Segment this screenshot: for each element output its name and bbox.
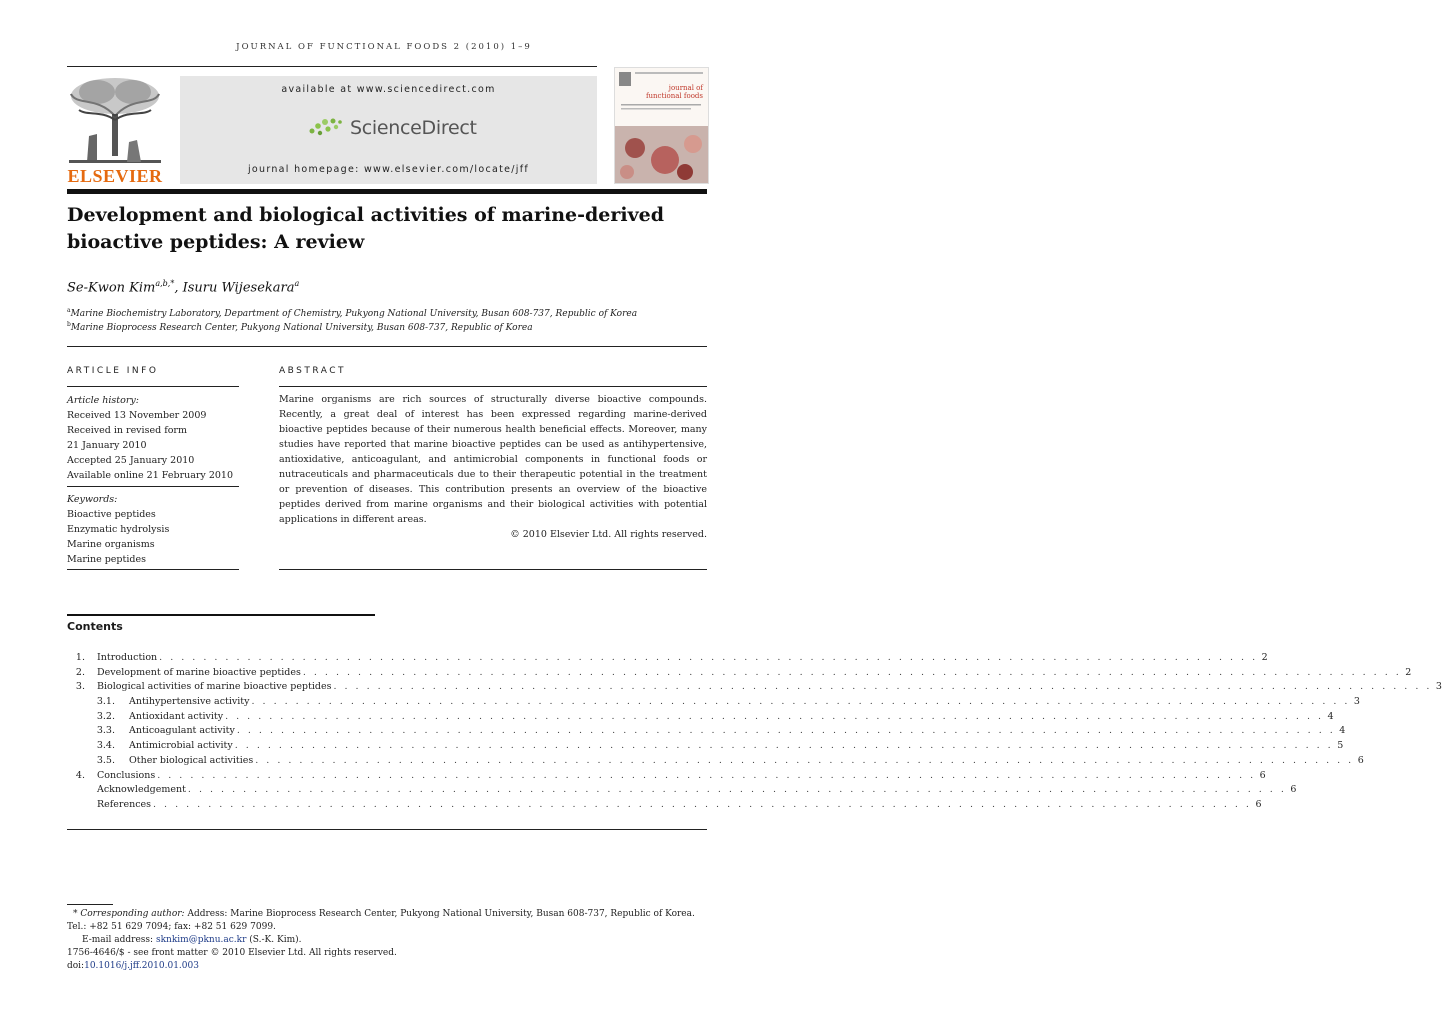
keyword: Bioactive peptides (67, 509, 156, 520)
journal-homepage-link[interactable]: journal homepage: www.elsevier.com/locate/jff (247, 164, 530, 175)
contact-phone: Tel.: +82 51 629 7094; fax: +82 51 629 7099. (67, 922, 276, 932)
affiliation-text: Marine Biochemistry Laboratory, Department of Chemistry, Pukyong National University, Busan 608-737, Republic of Korea (70, 309, 638, 319)
toc-number: 1. (75, 652, 85, 663)
article-history (67, 393, 239, 483)
footnote-rule (67, 904, 113, 905)
toc-label: Other biological activities (129, 754, 254, 766)
toc-page: 6 (1259, 769, 1266, 781)
toc-label: Biological activities of marine bioactive peptides (97, 681, 332, 693)
history-entry: 21 January 2010 (67, 440, 147, 451)
doi-prefix: doi: (67, 961, 85, 971)
abstract-copyright: © 2010 Elsevier Ltd. All rights reserved. (510, 529, 707, 540)
affiliation-b (67, 321, 533, 333)
toc-number: 3. (75, 681, 85, 693)
toc-page: 2 (1261, 652, 1268, 663)
keywords (67, 492, 239, 567)
abstract-heading: ABSTRACT (279, 366, 347, 376)
toc-number: 3.1. (96, 696, 115, 708)
elsevier-wordmark: ELSEVIER (67, 166, 163, 186)
sciencedirect-logo[interactable] (308, 114, 477, 142)
toc-entry-antihypertensive[interactable] (67, 695, 1360, 710)
divider (67, 386, 239, 387)
history-entry: Accepted 25 January 2010 (67, 455, 195, 466)
affiliation-marker: b (67, 321, 71, 328)
article-info-heading: ARTICLE INFO (67, 366, 159, 376)
toc-leader: . . . . . . . . . . . . . . . . . . . . . . . . . . . . . . . . . . . . . . . . . . . . . . . . . . . . . . . . . . . . . . . . . . . . . . . . . . . . . . . . . . . . . . . . . . . . . . . . . . . . (157, 769, 1256, 781)
toc-label: Anticoagulant activity (129, 725, 235, 737)
toc-label: Acknowledgement (97, 784, 186, 796)
toc-page: 4 (1339, 725, 1346, 737)
toc-entry-other-activities[interactable] (67, 754, 1364, 769)
toc-number: 4. (75, 769, 85, 781)
toc-number: 2. (75, 666, 85, 678)
affiliation-marker: a (67, 307, 71, 314)
toc-page: 2 (1405, 666, 1412, 678)
toc-leader: . . . . . . . . . . . . . . . . . . . . . . . . . . . . . . . . . . . . . . . . . . . . . . . . . . . . . . . . . . . . . . . . . . . . . . . . . . . . . . . . . . . . . . . . . . . . . . . . . . . . (225, 710, 1324, 722)
toc-label: Introduction (97, 652, 158, 663)
author-name[interactable]: Se-Kwon Kim (67, 280, 156, 296)
toc-entry-antioxidant[interactable] (67, 710, 1334, 725)
keyword: Enzymatic hydrolysis (67, 524, 170, 535)
affiliation-a (67, 307, 637, 319)
contents-rule (67, 614, 375, 616)
toc-leader: . . . . . . . . . . . . . . . . . . . . . . . . . . . . . . . . . . . . . . . . . . . . . . . . . . . . . . . . . . . . . . . . . . . . . . . . . . . . . . . . . . . . . . . . . . . . . . . . . . . . (153, 798, 1252, 810)
toc-page: 6 (1255, 798, 1262, 810)
history-entry: Received 13 November 2009 (67, 410, 207, 421)
article-title-line-2: bioactive peptides: A review (67, 231, 365, 253)
toc-entry-references[interactable] (67, 798, 1262, 813)
toc-entry-conclusions[interactable] (67, 769, 1266, 784)
elsevier-logo (67, 76, 163, 184)
email-label: E-mail address: (82, 935, 154, 945)
masthead-thick-rule (67, 189, 707, 194)
toc-page: 3 (1353, 696, 1360, 708)
running-head: JOURNAL OF FUNCTIONAL FOODS 2 (2010) 1–9 (236, 42, 532, 52)
toc-entry-introduction[interactable] (67, 651, 1268, 666)
contact-email-line (82, 934, 702, 947)
toc-number (67, 798, 85, 813)
author-affiliation-marker: a,b,* (155, 279, 175, 288)
sciencedirect-wordmark: ScienceDirect (350, 117, 477, 139)
svg-text:functional foods: functional foods (645, 92, 703, 100)
toc-label: Antioxidant activity (129, 710, 224, 722)
journal-cover-image (614, 67, 709, 184)
article-title-line-1: Development and biological activities of marine-derived (67, 204, 665, 226)
toc-number: 3.4. (96, 740, 115, 752)
toc-leader: . . . . . . . . . . . . . . . . . . . . . . . . . . . . . . . . . . . . . . . . . . . . . . . . . . . . . . . . . . . . . . . . . . . . . . . . . . . . . . . . . . . . . . . . . . . . . . . . . . . . (187, 784, 1287, 796)
author-list (67, 279, 299, 295)
toc-entry-acknowledgement[interactable] (67, 783, 1297, 798)
toc-entry-antimicrobial[interactable] (67, 739, 1344, 754)
toc-leader: . . . . . . . . . . . . . . . . . . . . . . . . . . . . . . . . . . . . . . . . . . . . . . . . . . . . . . . . . . . . . . . . . . . . . . . . . . . . . . . . . . . . . . . . . . . . . . . . . . . . (255, 754, 1354, 766)
toc-page: 6 (1357, 754, 1364, 766)
footnote-marker: * (73, 909, 78, 919)
available-at-link[interactable]: available at www.sciencedirect.com (281, 84, 496, 95)
toc-entry-biological-activities[interactable] (67, 680, 1442, 695)
email-link[interactable]: sknkim@pknu.ac.kr (155, 935, 247, 945)
toc-page: 5 (1337, 740, 1344, 752)
toc-leader: . . . . . . . . . . . . . . . . . . . . . . . . . . . . . . . . . . . . . . . . . . . . . . . . . . . . . . . . . . . . . . . . . . . . . . . . . . . . . . . . . . . . . . . . . . . . . . . . . . . . (234, 740, 1334, 752)
toc-label: Antihypertensive activity (129, 696, 250, 708)
email-suffix: (S.-K. Kim). (249, 935, 302, 945)
doi-line (67, 960, 707, 973)
toc-number: 3.5. (96, 754, 115, 766)
toc-page: 3 (1435, 681, 1442, 693)
toc-label: Conclusions (97, 769, 156, 781)
toc-leader: . . . . . . . . . . . . . . . . . . . . . . . . . . . . . . . . . . . . . . . . . . . . . . . . . . . . . . . . . . . . . . . . . . . . . . . . . . . . . . . . . . . . . . . . . . . . . . . . . . . . (302, 666, 1402, 678)
abstract-body (279, 392, 707, 542)
keywords-label: Keywords: (67, 494, 118, 505)
toc-entry-development[interactable] (67, 666, 1412, 681)
toc-page: 6 (1290, 784, 1297, 796)
article-title (67, 202, 707, 256)
toc-label: Development of marine bioactive peptides (97, 666, 301, 678)
toc-number (67, 783, 85, 798)
author-separator: , (174, 280, 183, 296)
affiliation-text: Marine Bioprocess Research Center, Pukyong National University, Busan 608-737, Republic of Korea (70, 323, 533, 333)
corresponding-author-label: Corresponding author: (80, 909, 185, 919)
keyword: Marine organisms (67, 539, 155, 550)
toc-leader: . . . . . . . . . . . . . . . . . . . . . . . . . . . . . . . . . . . . . . . . . . . . . . . . . . . . . . . . . . . . . . . . . . . . . . . . . . . . . . . . . . . . . . . . . . . . . . . . . . . . (333, 681, 1432, 693)
toc-label: Antimicrobial activity (129, 740, 233, 752)
divider (67, 486, 239, 487)
history-entry: Available online 21 February 2010 (67, 470, 233, 481)
contents-title: Contents (67, 620, 123, 633)
divider (67, 829, 707, 830)
sciencedirect-dots-icon (308, 117, 344, 139)
front-matter-line: 1756-4646/$ - see front matter © 2010 Elsevier Ltd. All rights reserved. (67, 948, 397, 958)
toc-page: 4 (1327, 710, 1334, 722)
toc-number: 3.2. (96, 710, 115, 722)
toc-leader: . . . . . . . . . . . . . . . . . . . . . . . . . . . . . . . . . . . . . . . . . . . . . . . . . . . . . . . . . . . . . . . . . . . . . . . . . . . . . . . . . . . . . . . . . . . . . . . . . . . . (236, 725, 1336, 737)
corresponding-author-address: Address: Marine Bioprocess Research Center, Pukyong National University, Busan 608-737, Republic of Korea. (187, 909, 695, 919)
header-rule (67, 66, 597, 67)
history-entry: Received in revised form (67, 425, 187, 436)
divider (67, 569, 239, 570)
divider (279, 386, 707, 387)
doi-link[interactable]: 10.1016/j.jff.2010.01.003 (84, 961, 199, 971)
table-of-contents (67, 651, 1442, 813)
author-affiliation-marker: a (294, 279, 300, 288)
toc-label: References (97, 798, 152, 810)
svg-text:journal of: journal of (668, 84, 703, 92)
toc-leader: . . . . . . . . . . . . . . . . . . . . . . . . . . . . . . . . . . . . . . . . . . . . . . . . . . . . . . . . . . . . . . . . . . . . . . . . . . . . . . . . . . . . . . . . . . . . . . . . . . . . (251, 696, 1350, 708)
author-name[interactable]: Isuru Wijesekara (182, 280, 295, 296)
divider (279, 569, 707, 570)
elsevier-tree-icon (67, 76, 163, 164)
toc-number: 3.3. (96, 725, 115, 737)
keyword: Marine peptides (67, 554, 146, 565)
toc-leader: . . . . . . . . . . . . . . . . . . . . . . . . . . . . . . . . . . . . . . . . . . . . . . . . . . . . . . . . . . . . . . . . . . . . . . . . . . . . . . . . . . . . . . . . . . . . . . . . . . . . (159, 652, 1258, 663)
toc-entry-anticoagulant[interactable] (67, 724, 1346, 739)
corresponding-author-note (67, 908, 707, 921)
article-history-label: Article history: (67, 395, 139, 406)
sciencedirect-banner (180, 76, 597, 184)
divider (67, 346, 707, 347)
abstract-text: Marine organisms are rich sources of structurally diverse bioactive compounds. Recently, a great deal of interest has been expressed regarding marine-derived bioactive peptides because of their numerous health beneficial effects. Moreover, many studies have reported that marine bioactive peptides can be used as antihypertensive, antioxidative, anticoagulant, and antimicrobial components in functional foods or nutraceuticals and pharmaceuticals due to their therapeutic potential in the treatment or prevention of diseases. This contribution presents an overview of the bioactive peptides derived from marine organisms and their biological activities with potential applications in different areas. (279, 394, 707, 525)
